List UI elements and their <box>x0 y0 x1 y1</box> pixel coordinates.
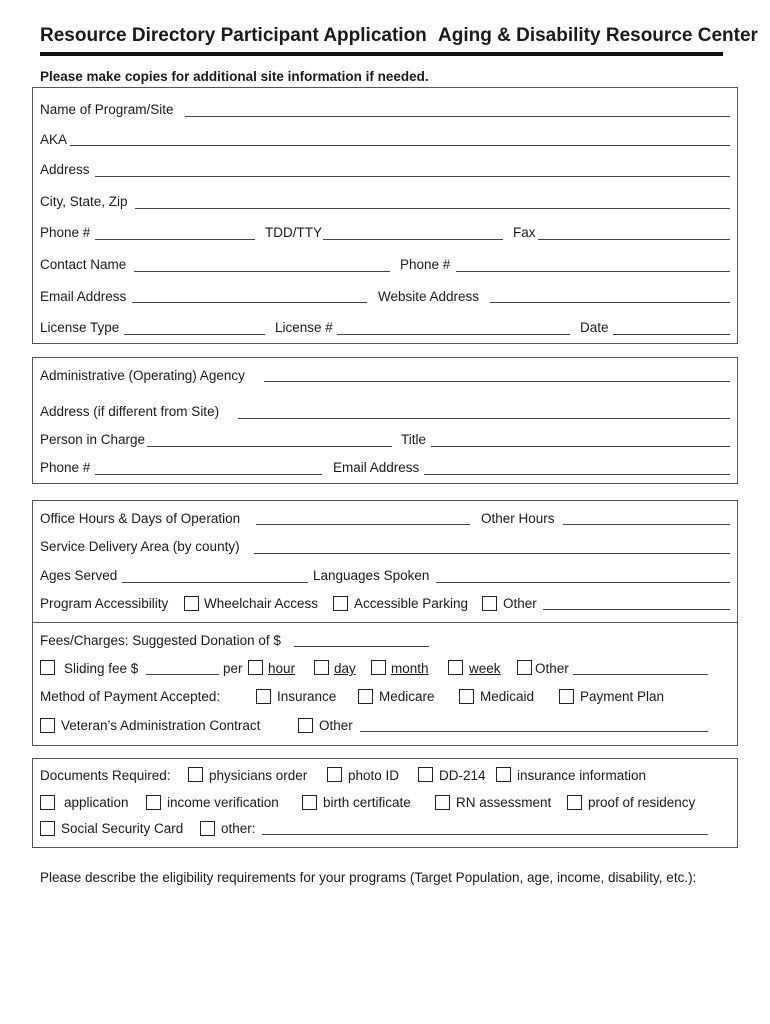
agency-phone-label: Phone # <box>40 460 91 475</box>
application-label: application <box>64 795 129 810</box>
copies-note: Please make copies for additional site information if needed. <box>40 69 429 84</box>
tdd-field[interactable] <box>323 239 503 240</box>
aka-label: AKA <box>40 132 68 147</box>
donation-field[interactable] <box>294 646 429 647</box>
other-unit-label: Other <box>535 661 569 676</box>
languages-label: Languages Spoken <box>313 568 430 583</box>
parking-checkbox[interactable] <box>333 596 348 611</box>
contact-name-field[interactable] <box>134 271 390 272</box>
sliding-fee-field[interactable] <box>146 674 219 675</box>
medicaid-checkbox[interactable] <box>459 689 474 704</box>
parking-label: Accessible Parking <box>354 596 469 611</box>
donation-label: Fees/Charges: Suggested Donation of $ <box>40 633 281 648</box>
dd214-checkbox[interactable] <box>418 767 433 782</box>
email-label: Email Address <box>40 289 127 304</box>
payment-method-label: Method of Payment Accepted: <box>40 689 221 704</box>
accessibility-other-field[interactable] <box>543 609 730 610</box>
date-label: Date <box>580 320 609 335</box>
fees-other-checkbox[interactable] <box>298 718 313 733</box>
agency-title-label: Title <box>401 432 427 447</box>
license-number-label: License # <box>275 320 333 335</box>
agency-address-label: Address (if different from Site) <box>40 404 220 419</box>
medicare-checkbox[interactable] <box>358 689 373 704</box>
phone-label: Phone # <box>40 225 91 240</box>
agency-title-field[interactable] <box>431 446 730 447</box>
city-state-zip-label: City, State, Zip <box>40 194 128 209</box>
agency-phone-field[interactable] <box>95 474 322 475</box>
eligibility-prompt: Please describe the eligibility requirements for your programs (Target Population, age, income, disability, etc.): <box>40 870 697 885</box>
other-unit-field[interactable] <box>573 674 708 675</box>
fees-other-label: Other <box>319 718 353 733</box>
per-label: per <box>223 661 243 676</box>
insurance-info-label: insurance information <box>517 768 647 783</box>
documents-other-field[interactable] <box>262 834 708 835</box>
languages-field[interactable] <box>436 582 730 583</box>
accessibility-label: Program Accessibility <box>40 596 169 611</box>
insurance-info-checkbox[interactable] <box>496 767 511 782</box>
rn-assessment-checkbox[interactable] <box>435 795 450 810</box>
photo-id-label: photo ID <box>348 768 400 783</box>
program-name-label: Name of Program/Site <box>40 102 174 117</box>
aka-field[interactable] <box>70 145 730 146</box>
agency-address-field[interactable] <box>238 418 730 419</box>
accessibility-other-checkbox[interactable] <box>482 596 497 611</box>
income-verification-checkbox[interactable] <box>146 795 161 810</box>
date-field[interactable] <box>613 334 730 335</box>
fees-other-field[interactable] <box>360 731 708 732</box>
ssc-label: Social Security Card <box>61 821 184 836</box>
organization-title: Aging & Disability Resource Center <box>438 25 758 46</box>
documents-other-checkbox[interactable] <box>200 821 215 836</box>
dd214-label: DD-214 <box>439 768 486 783</box>
medicaid-label: Medicaid <box>480 689 535 704</box>
sliding-fee-label: Sliding fee $ <box>64 661 139 676</box>
medicare-label: Medicare <box>379 689 435 704</box>
agency-email-field[interactable] <box>424 474 730 475</box>
va-contract-label: Veteran’s Administration Contract <box>61 718 261 733</box>
form-title: Resource Directory Participant Application <box>40 25 427 46</box>
proof-of-residency-label: proof of residency <box>588 795 696 810</box>
month-checkbox[interactable] <box>371 660 386 675</box>
fax-label: Fax <box>513 225 536 240</box>
sliding-fee-checkbox[interactable] <box>40 660 55 675</box>
agency-email-label: Email Address <box>333 460 420 475</box>
office-hours-label: Office Hours & Days of Operation <box>40 511 241 526</box>
month-label: month <box>391 661 429 676</box>
contact-phone-field[interactable] <box>456 271 730 272</box>
phone-field[interactable] <box>95 239 255 240</box>
other-unit-checkbox[interactable] <box>517 660 532 675</box>
application-checkbox[interactable] <box>40 795 55 810</box>
header-rule <box>40 52 723 56</box>
service-area-label: Service Delivery Area (by county) <box>40 539 240 554</box>
license-type-label: License Type <box>40 320 120 335</box>
person-in-charge-label: Person in Charge <box>40 432 146 447</box>
rn-assessment-label: RN assessment <box>456 795 552 810</box>
admin-agency-field[interactable] <box>264 381 730 382</box>
license-type-field[interactable] <box>124 334 265 335</box>
insurance-label: Insurance <box>277 689 337 704</box>
insurance-checkbox[interactable] <box>256 689 271 704</box>
program-name-field[interactable] <box>185 116 730 117</box>
ssc-checkbox[interactable] <box>40 821 55 836</box>
address-field[interactable] <box>95 176 730 177</box>
wheelchair-checkbox[interactable] <box>184 596 199 611</box>
income-verification-label: income verification <box>167 795 279 810</box>
week-label: week <box>469 661 501 676</box>
contact-name-label: Contact Name <box>40 257 127 272</box>
hour-checkbox[interactable] <box>248 660 263 675</box>
other-hours-label: Other Hours <box>481 511 555 526</box>
proof-of-residency-checkbox[interactable] <box>567 795 582 810</box>
va-contract-checkbox[interactable] <box>40 718 55 733</box>
office-hours-field[interactable] <box>256 524 470 525</box>
other-hours-field[interactable] <box>563 524 730 525</box>
admin-agency-label: Administrative (Operating) Agency <box>40 368 245 383</box>
payment-plan-label: Payment Plan <box>580 689 665 704</box>
documents-other-label: other: <box>221 821 256 836</box>
contact-phone-label: Phone # <box>400 257 451 272</box>
address-label: Address <box>40 162 90 177</box>
hour-label: hour <box>268 661 296 676</box>
day-label: day <box>334 661 356 676</box>
fax-field[interactable] <box>538 239 730 240</box>
birth-certificate-label: birth certificate <box>323 795 411 810</box>
email-field[interactable] <box>132 302 367 303</box>
documents-required-label: Documents Required: <box>40 768 171 783</box>
birth-certificate-checkbox[interactable] <box>302 795 317 810</box>
physicians-order-label: physicians order <box>209 768 308 783</box>
service-area-field[interactable] <box>254 553 730 554</box>
site-info-section <box>32 87 738 344</box>
day-checkbox[interactable] <box>314 660 329 675</box>
wheelchair-label: Wheelchair Access <box>204 596 319 611</box>
license-number-field[interactable] <box>337 334 570 335</box>
ages-served-label: Ages Served <box>40 568 118 583</box>
week-checkbox[interactable] <box>448 660 463 675</box>
photo-id-checkbox[interactable] <box>327 767 342 782</box>
city-state-zip-field[interactable] <box>135 208 730 209</box>
ages-served-field[interactable] <box>122 582 308 583</box>
physicians-order-checkbox[interactable] <box>188 767 203 782</box>
website-label: Website Address <box>378 289 480 304</box>
person-in-charge-field[interactable] <box>147 446 392 447</box>
accessibility-other-label: Other <box>503 596 537 611</box>
payment-plan-checkbox[interactable] <box>559 689 574 704</box>
website-field[interactable] <box>490 302 730 303</box>
tdd-label: TDD/TTY <box>265 225 322 240</box>
